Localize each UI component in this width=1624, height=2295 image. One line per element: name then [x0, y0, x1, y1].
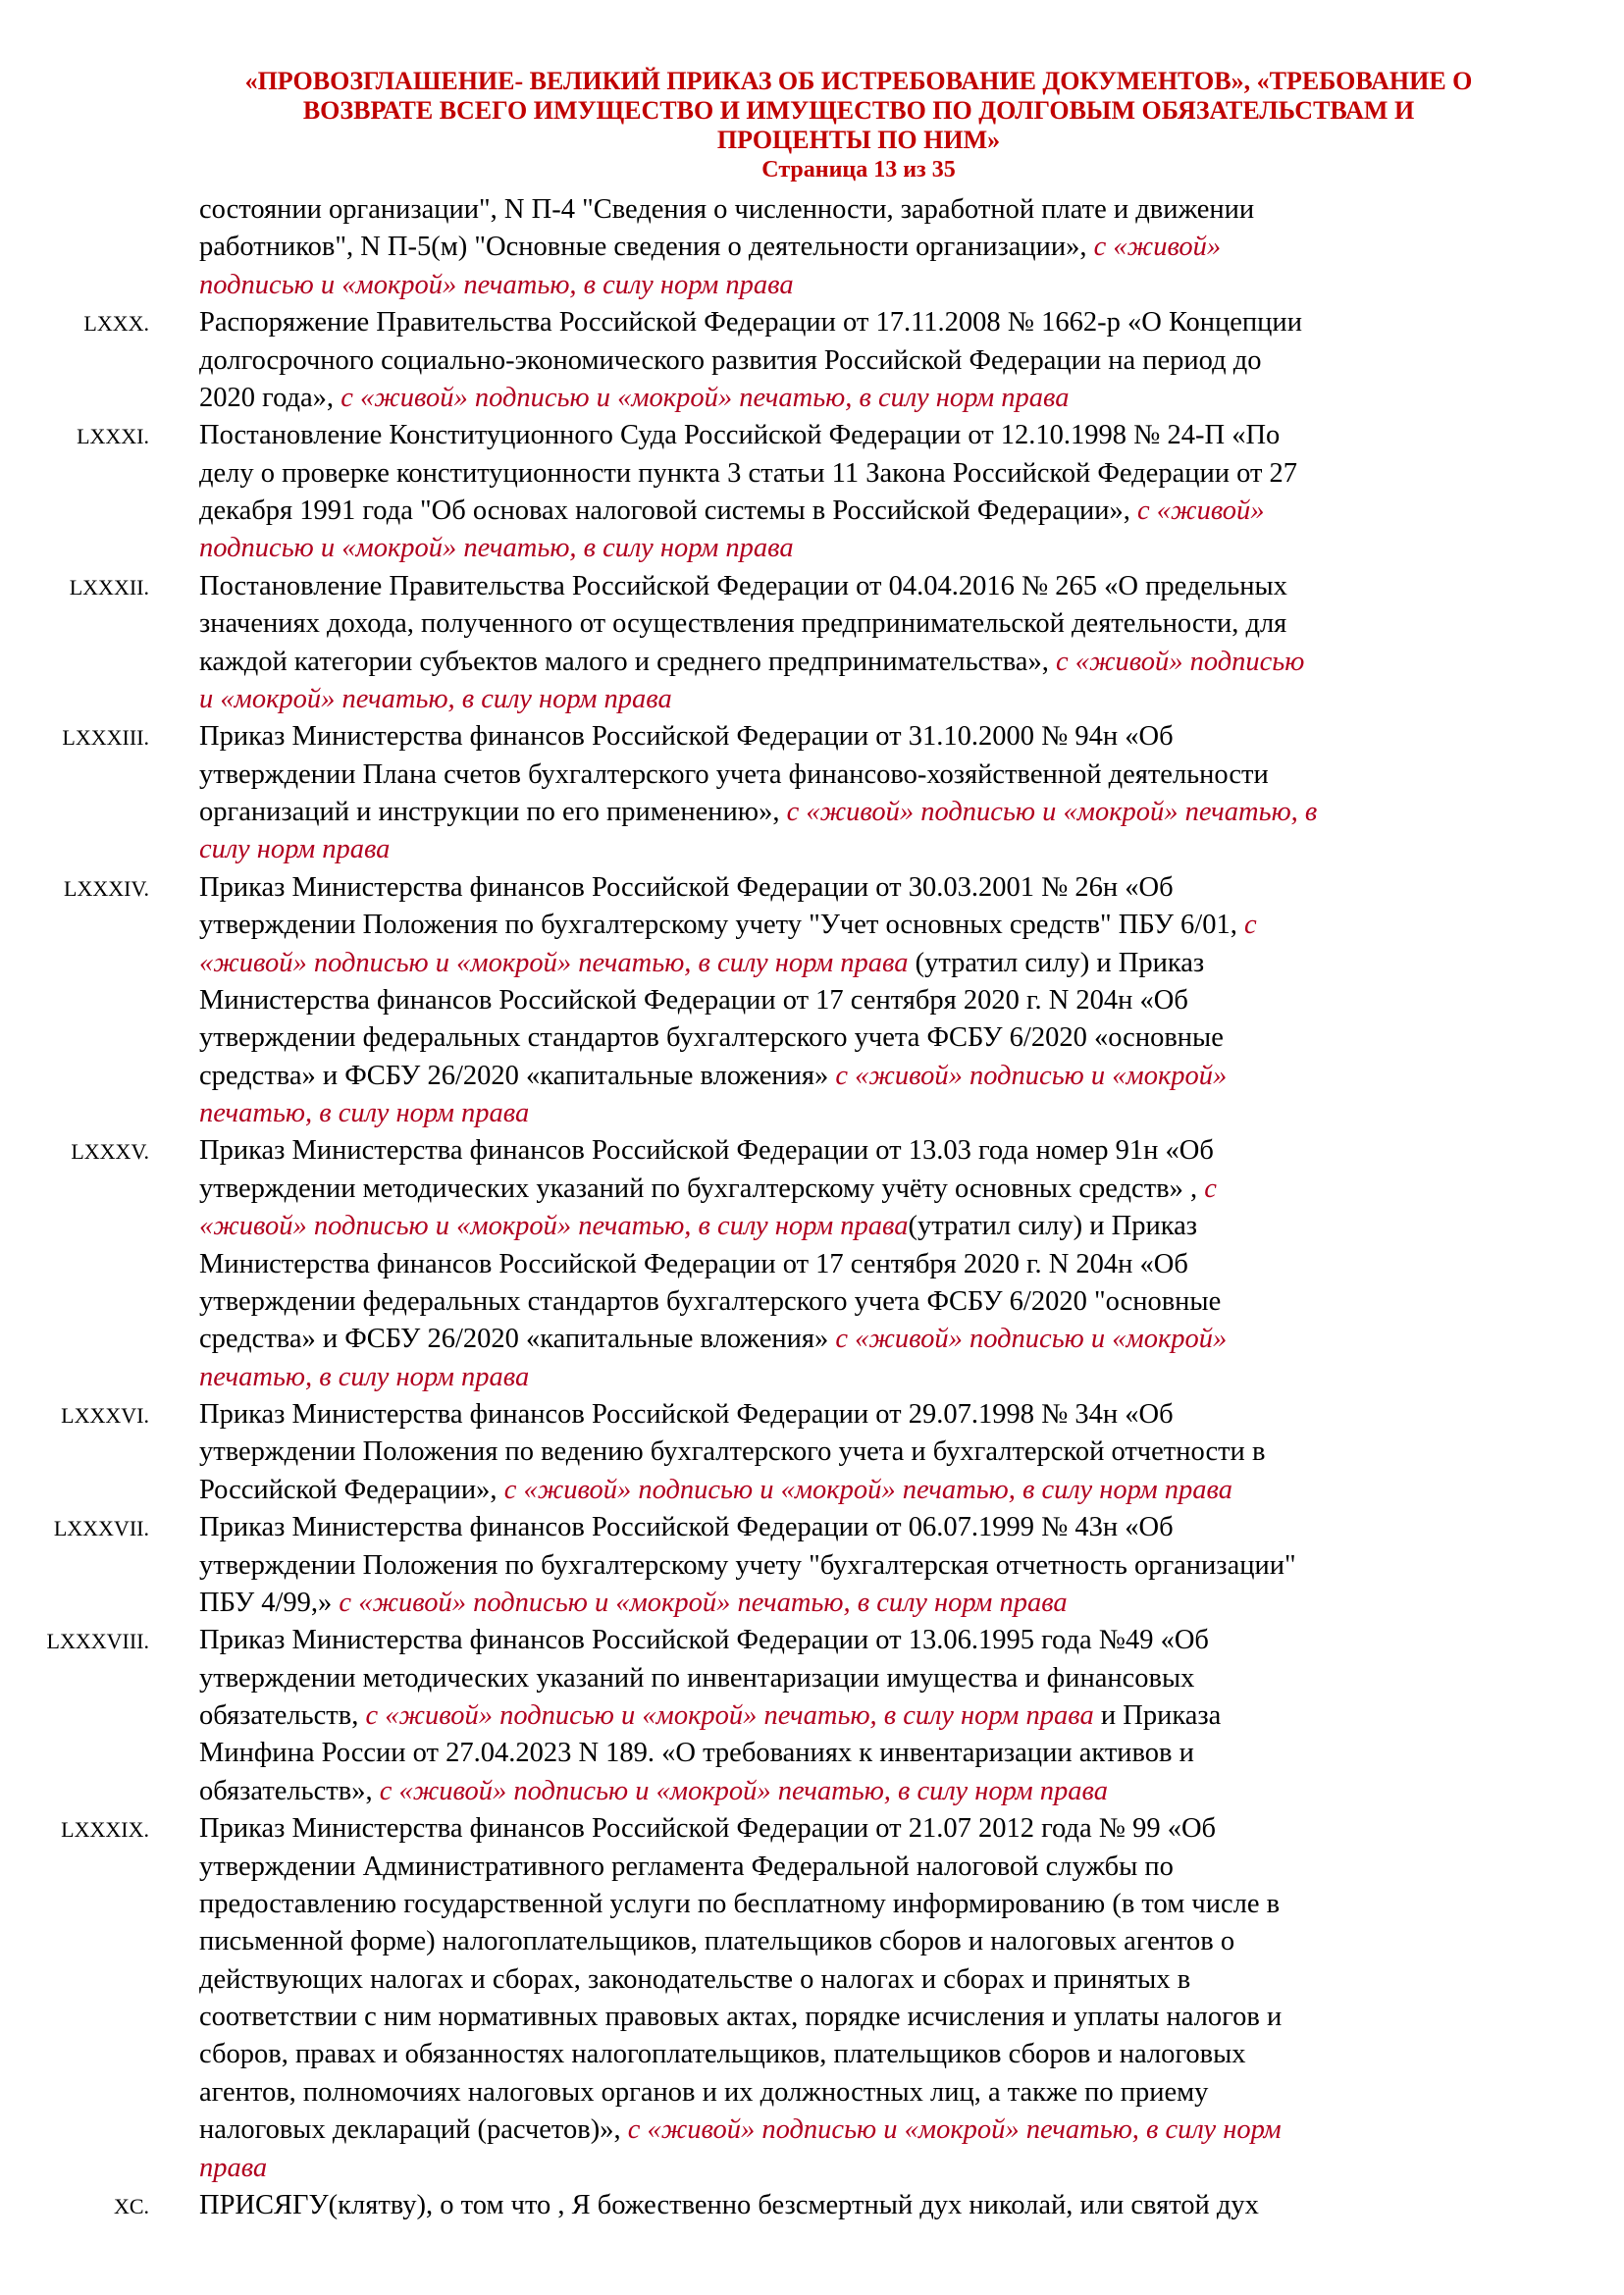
- signature-clause: с «живой» подписью и «мокрой» печатью, в силу норм права: [339, 1587, 1068, 1618]
- text-line: [199, 342, 1624, 380]
- text-segment: утверждении Положения по бухгалтерскому учету "Учет основных средств" ПБУ 6/01,: [199, 910, 1244, 941]
- signature-clause: с: [1204, 1173, 1217, 1204]
- text-segment: 2020 года»,: [199, 382, 341, 413]
- signature-clause: с «живой» подписью и «мокрой»: [835, 1324, 1228, 1355]
- list-item: [0, 1810, 1624, 2187]
- text-line: [199, 1622, 1624, 1659]
- item-text: [199, 417, 1624, 568]
- text-line: [199, 304, 1624, 341]
- text-segment: Приказ Министерства финансов Российской Федерации от 13.03 года номер 91н «Об: [199, 1135, 1214, 1167]
- text-line: [199, 644, 1624, 681]
- text-segment: Приказ Министерства финансов Российской Федерации от 30.03.2001 № 26н «Об: [199, 871, 1174, 903]
- text-line: [199, 1886, 1624, 1923]
- text-line: [199, 1660, 1624, 1697]
- text-line: [199, 229, 1624, 266]
- text-segment: утверждении федеральных стандартов бухгалтерского учета ФСБУ 6/2020 "основные: [199, 1285, 1222, 1317]
- signature-clause: подписью и «мокрой» печатью, в силу норм права: [199, 269, 794, 300]
- item-text: [199, 568, 1624, 719]
- text-line: [199, 869, 1624, 907]
- list-item: [0, 191, 1624, 304]
- text-line: [199, 1321, 1624, 1358]
- signature-clause: «живой» подписью и «мокрой» печатью, в силу норм права: [199, 947, 909, 978]
- item-numeral: LXXXVII.: [53, 1516, 149, 1541]
- text-segment: делу о проверке конституционности пункта 3 статьи 11 Закона Российской Федерации от 27: [199, 457, 1298, 489]
- text-line: [199, 267, 1624, 304]
- text-line: [199, 1810, 1624, 1848]
- text-segment: (утратил силу) и Приказ: [908, 947, 1205, 978]
- list-item: [0, 304, 1624, 417]
- text-line: [199, 568, 1624, 605]
- text-segment: налоговых деклараций (расчетов)»,: [199, 2114, 628, 2146]
- item-text: [199, 1396, 1624, 1509]
- text-segment: организаций и инструкции по его применению»,: [199, 797, 787, 827]
- text-line: [199, 2036, 1624, 2073]
- signature-clause: силу норм права: [199, 834, 391, 865]
- text-line: [199, 681, 1624, 718]
- text-line: [199, 1359, 1624, 1396]
- list-item: [0, 2187, 1624, 2224]
- text-segment: утверждении Плана счетов бухгалтерского учета финансово-хозяйственной деятельности: [199, 758, 1269, 790]
- text-line: [199, 493, 1624, 530]
- text-segment: Приказ Министерства финансов Российской Федерации от 21.07 2012 года № 99 «Об: [199, 1813, 1217, 1845]
- text-line: [199, 907, 1624, 944]
- signature-clause: «живой» подписью и «мокрой» печатью, в силу норм права: [199, 1211, 909, 1242]
- text-segment: значениях дохода, полученного от осуществления предпринимательской деятельности, для: [199, 608, 1287, 640]
- text-segment: действующих налогах и сборах, законодательстве о налогах и сборах и принятых в: [199, 1963, 1191, 1995]
- text-line: [199, 1283, 1624, 1321]
- text-segment: средства» и ФСБУ 26/2020 «капитальные вложения»: [199, 1060, 836, 1091]
- text-line: [199, 982, 1624, 1019]
- signature-clause: с «живой» подписью и «мокрой» печатью, в: [786, 797, 1318, 827]
- item-numeral: LXXXVI.: [61, 1403, 149, 1428]
- text-line: [199, 1961, 1624, 1999]
- text-line: [199, 831, 1624, 868]
- list-item: [0, 718, 1624, 869]
- item-numeral: LXXXIV.: [64, 875, 149, 901]
- text-segment: долгосрочного социально-экономического развития Российской Федерации на период до: [199, 344, 1262, 376]
- text-segment: и Приказа: [1093, 1700, 1222, 1731]
- text-line: [199, 191, 1624, 229]
- item-numeral: LXXXII.: [69, 574, 149, 600]
- text-line: [199, 1208, 1624, 1245]
- text-line: [199, 1849, 1624, 1886]
- item-text: [199, 2187, 1624, 2224]
- text-segment: ПРИСЯГУ(клятву), о том что , Я божественно безсмертный дух николай, или святой дух: [199, 2189, 1259, 2220]
- header-title-line: ПРОЦЕНТЫ ПО НИМ»: [716, 126, 1001, 154]
- header-title-line: «ПРОВОЗГЛАШЕНИЕ- ВЕЛИКИЙ ПРИКАЗ ОБ ИСТРЕБОВАНИЕ ДОКУМЕНТОВ», «ТРЕБОВАНИЕ О: [244, 67, 1473, 95]
- item-text: [199, 718, 1624, 869]
- signature-clause: с «живой»: [1093, 232, 1222, 263]
- item-numeral: LXXXVIII.: [46, 1629, 149, 1654]
- signature-clause: печатью, в силу норм права: [199, 1361, 530, 1392]
- text-segment: предоставлению государственной услуги по бесплатному информированию (в том числе в: [199, 1888, 1281, 1919]
- text-segment: агентов, полномочиях налоговых органов и их должностных лиц, а также по приему: [199, 2076, 1209, 2108]
- signature-clause: с «живой» подписью и «мокрой» печатью, в силу норм права: [365, 1700, 1094, 1731]
- text-line: [199, 2150, 1624, 2187]
- text-line: [199, 1585, 1624, 1622]
- text-line: [199, 1923, 1624, 1960]
- signature-clause: и «мокрой» печатью, в силу норм права: [199, 683, 672, 714]
- text-segment: Постановление Конституционного Суда Российской Федерации от 12.10.1998 № 24-П «По: [199, 420, 1281, 451]
- text-line: [199, 1246, 1624, 1283]
- list-item: [0, 417, 1624, 568]
- text-line: [199, 2074, 1624, 2112]
- item-numeral: XC.: [113, 2193, 149, 2218]
- text-segment: каждой категории субъектов малого и среднего предпринимательства»,: [199, 646, 1056, 677]
- text-line: [199, 380, 1624, 417]
- text-segment: утверждении Положения по бухгалтерскому учету "бухгалтерская отчетность организации": [199, 1549, 1296, 1581]
- list-item: [0, 568, 1624, 719]
- header-title-line: ВОЗВРАТЕ ВСЕГО ИМУЩЕСТВО И ИМУЩЕСТВО ПО ДОЛГОВЫМ ОБЯЗАТЕЛЬСТВАМ И: [302, 96, 1415, 125]
- text-segment: Постановление Правительства Российской Федерации от 04.04.2016 № 265 «О предельных: [199, 570, 1287, 601]
- text-line: [199, 1434, 1624, 1471]
- text-segment: Распоряжение Правительства Российской Федерации от 17.11.2008 № 1662-р «О Концепции: [199, 307, 1302, 339]
- text-segment: Министерства финансов Российской Федерации от 17 сентября 2020 г. N 204н «Об: [199, 984, 1188, 1016]
- signature-clause: с «живой» подписью и «мокрой» печатью, в силу норм права: [503, 1474, 1232, 1505]
- text-line: [199, 1547, 1624, 1585]
- text-segment: утверждении методических указаний по инвентаризации имущества и финансовых: [199, 1662, 1195, 1694]
- text-segment: утверждении методических указаний по бухгалтерскому учёту основных средств» ,: [199, 1173, 1205, 1204]
- text-line: [199, 756, 1624, 794]
- page-number: Страница 13 из 35: [761, 157, 956, 183]
- item-text: [199, 191, 1624, 304]
- text-line: [199, 530, 1624, 567]
- text-segment: сборов, правах и обязанностях налогоплательщиков, плательщиков сборов и налоговых: [199, 2039, 1246, 2070]
- text-segment: письменной форме) налогоплательщиков, плательщиков сборов и налоговых агентов о: [199, 1926, 1235, 1957]
- text-line: [199, 1132, 1624, 1170]
- text-segment: Минфина России от 27.04.2023 N 189. «О требованиях к инвентаризации активов и: [199, 1738, 1194, 1769]
- signature-clause: печатью, в силу норм права: [199, 1098, 530, 1128]
- signature-clause: с «живой»: [1137, 496, 1265, 526]
- signature-clause: с «живой» подписью и «мокрой»: [835, 1060, 1228, 1091]
- item-numeral: LXXXI.: [77, 424, 149, 449]
- item-numeral: LXXXV.: [71, 1139, 149, 1165]
- text-segment: утверждении Положения по ведению бухгалтерского учета и бухгалтерской отчетности в: [199, 1436, 1266, 1468]
- text-line: [199, 1171, 1624, 1208]
- item-text: [199, 1622, 1624, 1810]
- list-item: [0, 1509, 1624, 1622]
- text-line: [199, 1058, 1624, 1095]
- signature-clause: подписью и «мокрой» печатью, в силу норм права: [199, 533, 794, 564]
- signature-clause: с «живой» подписью и «мокрой» печатью, в силу норм права: [379, 1775, 1108, 1806]
- text-line: [199, 417, 1624, 454]
- document-body: [0, 191, 1624, 2224]
- item-text: [199, 1810, 1624, 2187]
- text-segment: утверждении федеральных стандартов бухгалтерского учета ФСБУ 6/2020 «основные: [199, 1022, 1224, 1054]
- text-segment: обязательств»,: [199, 1775, 380, 1806]
- text-segment: декабря 1991 года "Об основах налоговой системы в Российской Федерации»,: [199, 496, 1138, 526]
- item-text: [199, 869, 1624, 1133]
- text-line: [199, 1396, 1624, 1434]
- text-segment: Министерства финансов Российской Федерации от 17 сентября 2020 г. N 204н «Об: [199, 1248, 1188, 1279]
- text-line: [199, 1735, 1624, 1772]
- text-line: [199, 2112, 1624, 2149]
- text-line: [199, 794, 1624, 831]
- text-segment: ПБУ 4/99,»: [199, 1587, 340, 1618]
- text-line: [199, 1773, 1624, 1810]
- item-text: [199, 1509, 1624, 1622]
- item-numeral: LXXX.: [83, 311, 149, 337]
- list-item: [0, 1132, 1624, 1396]
- text-line: [199, 2187, 1624, 2224]
- text-line: [199, 1999, 1624, 2036]
- page-header: [196, 67, 1521, 184]
- text-segment: соответствии с ним нормативных правовых актах, порядке исчисления и уплаты налогов и: [199, 2002, 1283, 2032]
- text-line: [199, 605, 1624, 643]
- text-segment: обязательств,: [199, 1700, 366, 1731]
- text-line: [199, 718, 1624, 756]
- text-segment: (утратил силу) и Приказ: [908, 1211, 1198, 1242]
- item-text: [199, 1132, 1624, 1396]
- item-numeral: LXXXIX.: [61, 1817, 149, 1843]
- list-item: [0, 869, 1624, 1133]
- text-segment: Российской Федерации»,: [199, 1474, 504, 1505]
- list-item: [0, 1396, 1624, 1509]
- list-item: [0, 1622, 1624, 1810]
- item-numeral: LXXXIII.: [62, 725, 149, 751]
- text-segment: работников", N П-5(м) "Основные сведения о деятельности организации»,: [199, 232, 1094, 263]
- text-segment: Приказ Министерства финансов Российской Федерации от 31.10.2000 № 94н «Об: [199, 721, 1174, 753]
- item-text: [199, 304, 1624, 417]
- signature-clause: с «живой» подписью: [1055, 646, 1305, 677]
- text-segment: Приказ Министерства финансов Российской Федерации от 13.06.1995 года №49 «Об: [199, 1625, 1209, 1656]
- text-segment: состоянии организации", N П-4 "Сведения о численности, заработной плате и движении: [199, 194, 1255, 225]
- text-segment: Приказ Министерства финансов Российской Федерации от 06.07.1999 № 43н «Об: [199, 1512, 1174, 1543]
- text-segment: средства» и ФСБУ 26/2020 «капитальные вложения»: [199, 1324, 836, 1355]
- signature-clause: с «живой» подписью и «мокрой» печатью, в силу норм права: [341, 382, 1070, 413]
- text-line: [199, 1472, 1624, 1509]
- text-line: [199, 1509, 1624, 1546]
- text-segment: утверждении Административного регламента Федеральной налоговой службы по: [199, 1851, 1174, 1882]
- signature-clause: с: [1243, 910, 1257, 941]
- text-line: [199, 1019, 1624, 1057]
- text-segment: Приказ Министерства финансов Российской Федерации от 29.07.1998 № 34н «Об: [199, 1399, 1174, 1430]
- signature-clause: с «живой» подписью и «мокрой» печатью, в силу норм: [627, 2114, 1282, 2146]
- text-line: [199, 455, 1624, 493]
- text-line: [199, 1697, 1624, 1735]
- text-line: [199, 1095, 1624, 1132]
- text-line: [199, 945, 1624, 982]
- signature-clause: права: [199, 2152, 268, 2183]
